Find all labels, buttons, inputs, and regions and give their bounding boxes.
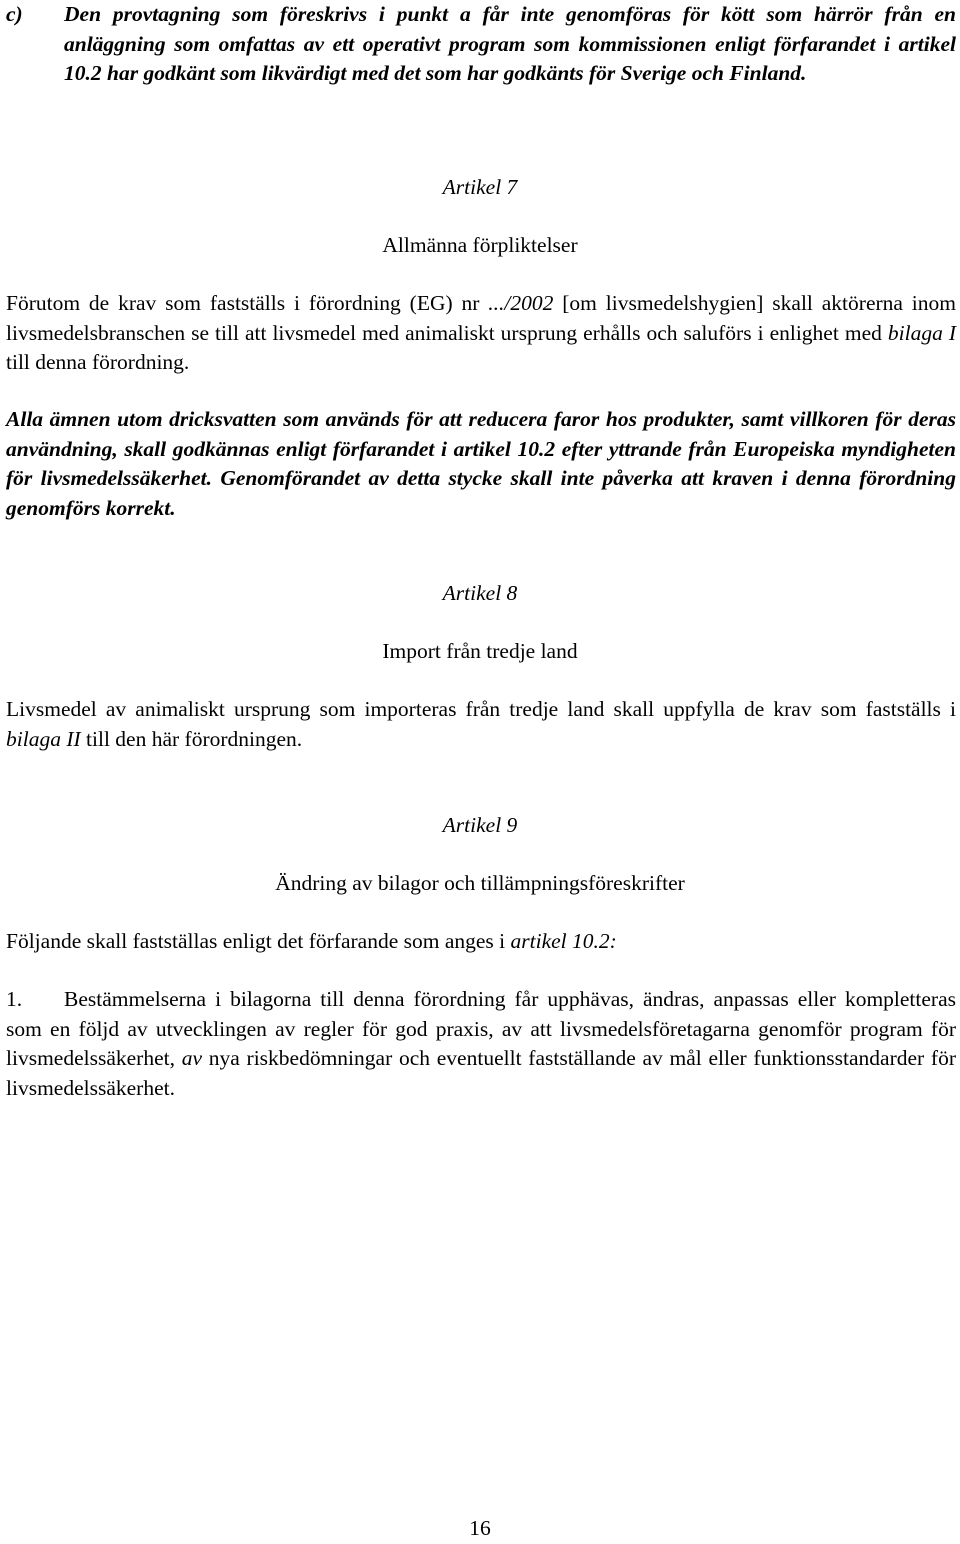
article-7-p1-annex: bilaga I [887,320,956,345]
article-7-p1-mid: [om livsmedelshygien] skall aktörerna inom livsmedelsbranschen se till att livsmedel med animaliskt ursprung erhålls och saluförs i enlighet med [6,291,957,345]
article-8-paragraph-1 [6,695,956,754]
article-9-item-av: av [181,1046,203,1070]
article-9-item-before: Bestämmelserna i bilagorna till denna förordning får upphävas, ändras, anpassas eller kompletteras som en följd av utvecklingen av regler för god praxis, av att livsmedelsföretagarna genomför program för livsmedelssäkerhet, [6,987,956,1070]
article-9-item-after: nya riskbedömningar och eventuellt fastställande av mål eller funktionsstandarder för livsmedelssäkerhet. [6,1046,957,1100]
article-8-p1-annex: bilaga II [6,726,81,751]
item-c [6,0,956,89]
article-7-p1-before: Förutom de krav som fastställs i förordning (EG) nr [6,291,489,315]
article-8-title: Import från tredje land [382,639,578,663]
article-7-p1-after: till denna förordning. [6,350,190,374]
article-7-paragraph-1 [6,289,956,378]
article-9-paragraph-1 [6,927,956,957]
item-c-text: Den provtagning som föreskrivs i punkt a får inte genomföras för kött som härrör från en anläggning som omfattas av ett operativt program som kommissionen enligt förfarandet i artikel 10.2 har godkänt som likvärdigt med det som har godkänts för Sverige och Finland. [64,2,956,85]
article-9-item-number: 1. [6,987,23,1011]
article-8-heading: Artikel 8 [442,581,518,605]
item-c-label: c) [6,2,23,26]
article-7-paragraph-2: Alla ämnen utom dricksvatten som används för att reducera faror hos produkter, samt villkoren för deras användning, skall godkännas enligt förfarandet i artikel 10.2 efter yttrande från Europeiska myndigheten för livsmedelssäkerhet. Genomförandet av detta stycke skall inte påverka att kraven i denna förordning genomförs korrekt. [6,407,956,520]
article-9-title: Ändring av bilagor och tillämpningsföreskrifter [275,871,685,895]
article-7-heading: Artikel 7 [442,175,518,199]
article-9-p1-before: Följande skall fastställas enligt det förfarande som anges i [6,929,511,953]
article-7-p1-ref: .../2002 [488,291,554,315]
article-8-p1-after: till den här förordningen. [80,726,303,751]
article-8-p1-before: Livsmedel av animaliskt ursprung som importeras från tredje land skall uppfylla de krav som fastställs i [6,697,956,721]
article-7-title: Allmänna förpliktelser [382,233,578,257]
page-number: 16 [469,1516,491,1540]
article-9-numbered-item [6,985,956,1103]
article-9-heading: Artikel 9 [442,813,518,837]
article-9-p1-ref: artikel 10.2: [510,929,617,953]
